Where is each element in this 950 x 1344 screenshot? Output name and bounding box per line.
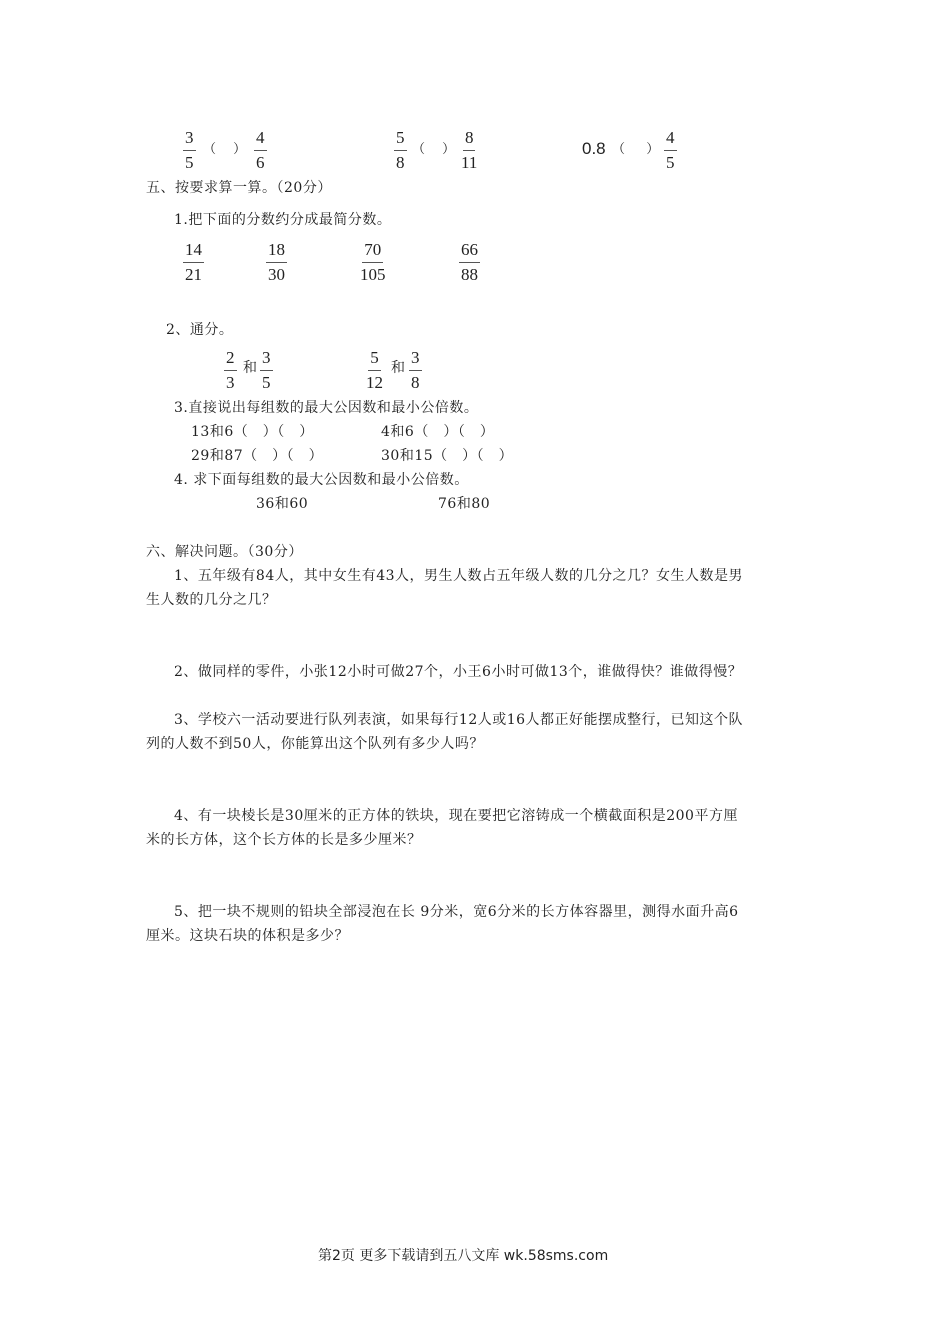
q4-item: 76和80 — [438, 496, 491, 512]
fraction: $\frac{66}{88}$ — [461, 240, 478, 284]
fraction: $\frac{18}{30}$ — [268, 240, 285, 284]
section6-title: 六、解决问题。（30分） — [146, 544, 303, 560]
fraction: $\frac{4}{6}$ — [256, 128, 265, 172]
problem-4-line2: 米的长方体，这个长方体的长是多少厘米？ — [146, 832, 422, 848]
section5-title: 五、按要求算一算。（20分） — [146, 180, 332, 196]
q4-item: 36和60 — [256, 496, 309, 512]
q4-title: 4. 求下面每组数的最大公因数和最小公倍数。 — [174, 472, 469, 488]
compare-blank: （ ） — [203, 142, 247, 157]
fraction: $\frac{14}{21}$ — [185, 240, 202, 284]
fraction: $\frac{3}{5}$ — [262, 348, 271, 392]
fraction: $\frac{3}{5}$ — [185, 128, 194, 172]
compare-blank: （ ） — [412, 142, 456, 157]
fraction: $\frac{4}{5}$ — [666, 128, 675, 172]
problem-1-line1: 1、五年级有84人，其中女生有43人，男生人数占五年级人数的几分之几？女生人数是男 — [174, 568, 744, 584]
problem-5-line1: 5、把一块不规则的铅块全部浸泡在长 9分米，宽6分米的长方体容器里，测得水面升高6 — [174, 904, 739, 920]
q1-title: 1.把下面的分数约分成最简分数。 — [174, 212, 392, 228]
page-footer: 第2页 更多下载请到五八文库 wk.58sms.com — [318, 1248, 609, 1264]
q2-title: 2、通分。 — [166, 322, 234, 338]
fraction: $\frac{8}{11}$ — [461, 128, 478, 172]
problem-3-line2: 列的人数不到50人，你能算出这个队列有多少人吗？ — [146, 736, 484, 752]
q3-title: 3.直接说出每组数的最大公因数和最小公倍数。 — [174, 400, 479, 416]
fraction: $\frac{5}{12}$ — [366, 348, 383, 392]
problem-4-line1: 4、有一块棱长是30厘米的正方体的铁块，现在要把它溶铸成一个横截面积是200平方厘 — [174, 808, 738, 824]
problem-5-line2: 厘米。这块石块的体积是多少？ — [146, 928, 349, 944]
q3-item: 4和6（ ）（ ） — [381, 424, 495, 440]
fraction: $\frac{70}{105}$ — [360, 240, 386, 284]
fraction: $\frac{3}{8}$ — [411, 348, 420, 392]
problem-2-line1: 2、做同样的零件，小张12小时可做27个，小王6小时可做13个，谁做得快？谁做得慢？ — [174, 664, 743, 680]
q3-item: 13和6（ ）（ ） — [191, 424, 314, 440]
and-word: 和 — [391, 360, 406, 376]
and-word: 和 — [243, 360, 258, 376]
decimal-value: 0.8 — [582, 139, 606, 158]
problem-1-line2: 生人数的几分之几？ — [146, 592, 277, 608]
q3-item: 30和15（ ）（ ） — [381, 448, 514, 464]
fraction: $\frac{5}{8}$ — [396, 128, 405, 172]
compare-blank: （ ） — [612, 142, 660, 157]
q3-item: 29和87（ ）（ ） — [191, 448, 324, 464]
problem-3-line1: 3、学校六一活动要进行队列表演，如果每行12人或16人都正好能摆成整行，已知这个队 — [174, 712, 744, 728]
fraction: $\frac{2}{3}$ — [226, 348, 235, 392]
